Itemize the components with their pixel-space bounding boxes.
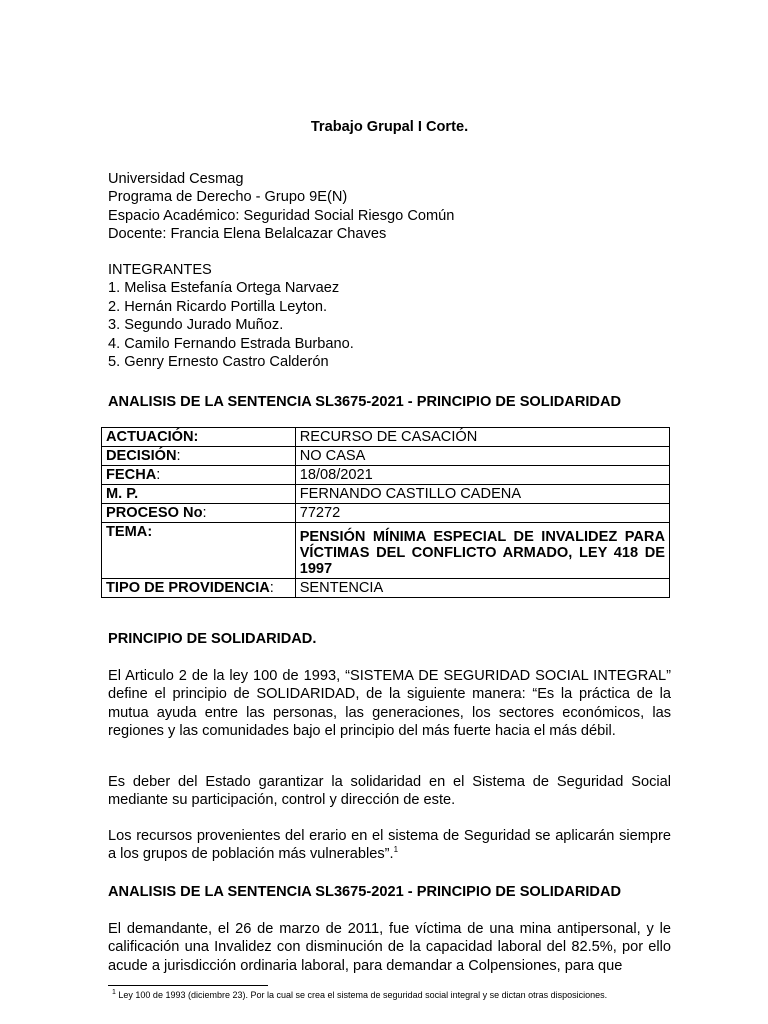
section-heading: ANALISIS DE LA SENTENCIA SL3675-2021 - PRINCIPIO DE SOLIDARIDAD — [108, 394, 622, 410]
member-item: 1. Melisa Estefanía Ortega Narvaez — [108, 280, 340, 297]
table-row — [102, 428, 670, 447]
row-value: RECURSO DE CASACIÓN — [295, 428, 669, 447]
member-item: 3. Segundo Jurado Muñoz. — [108, 317, 284, 334]
footnote — [112, 989, 607, 1001]
sentence-info-table — [101, 427, 670, 598]
member-item: 4. Camilo Fernando Estrada Burbano. — [108, 335, 354, 352]
table-row — [102, 485, 670, 504]
paragraph: El Articulo 2 de la ley 100 de 1993, “SISTEMA DE SEGURIDAD SOCIAL INTEGRAL” define el principio de SOLIDARIDAD, de la siguiente manera: “Es la práctica de la mutua ayuda entre las personas, las generaciones, los sectores económicos, las regiones y las comunidades bajo el principio del más fuerte hacia el más débil. — [108, 668, 671, 740]
row-value: 18/08/2021 — [295, 466, 669, 485]
row-key: FECHA — [106, 467, 157, 483]
row-value: SENTENCIA — [295, 579, 669, 598]
row-value: NO CASA — [295, 447, 669, 466]
row-key: PROCESO No — [106, 505, 203, 521]
footnote-reference: 1 — [393, 845, 399, 855]
document-page — [108, 0, 671, 1024]
university-line: Universidad Cesmag — [108, 171, 244, 187]
table-row: TIPO DE PROVIDENCIA: SENTENCIA — [102, 579, 670, 598]
member-item: 5. Genry Ernesto Castro Calderón — [108, 353, 329, 370]
table-row: PROCESO No: 77272 — [102, 504, 670, 523]
member-item: 2. Hernán Ricardo Portilla Leyton. — [108, 298, 328, 315]
row-key: M. P. — [106, 486, 139, 502]
row-value: PENSIÓN MÍNIMA ESPECIAL DE INVALIDEZ PARA VÍCTIMAS DEL CONFLICTO ARMADO, LEY 418 DE 1997 — [295, 523, 669, 579]
row-key: TEMA: — [106, 524, 153, 540]
academic-space-line: Espacio Académico: Seguridad Social Riesgo Común — [108, 207, 455, 224]
table-row: DECISIÓN: NO CASA — [102, 447, 670, 466]
members-block — [108, 261, 354, 371]
row-key: ACTUACIÓN: — [106, 429, 199, 445]
footnote-text: Ley 100 de 1993 (diciembre 23). Por la cual se crea el sistema de seguridad social integral y se dictan otras disposiciones. — [115, 990, 608, 1000]
section-heading: ANALISIS DE LA SENTENCIA SL3675-2021 - PRINCIPIO DE SOLIDARIDAD — [108, 884, 622, 900]
footnote-marker: 1 — [112, 989, 116, 996]
row-value: 77272 — [295, 504, 669, 523]
row-key: TIPO DE PROVIDENCIA — [106, 580, 270, 596]
program-line: Programa de Derecho - Grupo 9E(N) — [108, 189, 348, 206]
footnote-divider — [108, 985, 268, 986]
table-row — [102, 523, 670, 579]
paragraph: Es deber del Estado garantizar la solidaridad en el Sistema de Seguridad Social mediante su participación, control y dirección de este. — [108, 774, 671, 809]
row-key: DECISIÓN — [106, 448, 177, 464]
paragraph: El demandante, el 26 de marzo de 2011, fue víctima de una mina antipersonal, y le calificación una Invalidez con disminución de la capacidad laboral del 82.5%, por ello acude a jurisdicción ordinaria laboral, para demandar a Colpensiones, para que — [108, 921, 671, 974]
members-label: INTEGRANTES — [108, 262, 212, 278]
paragraph: Los recursos provenientes del erario en el sistema de Seguridad se aplicarán siempre a los grupos de población más vulnerables”.$^1$ — [108, 828, 671, 863]
header-block — [108, 170, 454, 244]
document-title: Trabajo Grupal I Corte. — [310, 119, 469, 135]
table-row: FECHA: 18/08/2021 — [102, 466, 670, 485]
principle-heading: PRINCIPIO DE SOLIDARIDAD. — [108, 631, 317, 647]
row-value: FERNANDO CASTILLO CADENA — [295, 485, 669, 504]
teacher-line: Docente: Francia Elena Belalcazar Chaves — [108, 226, 387, 243]
